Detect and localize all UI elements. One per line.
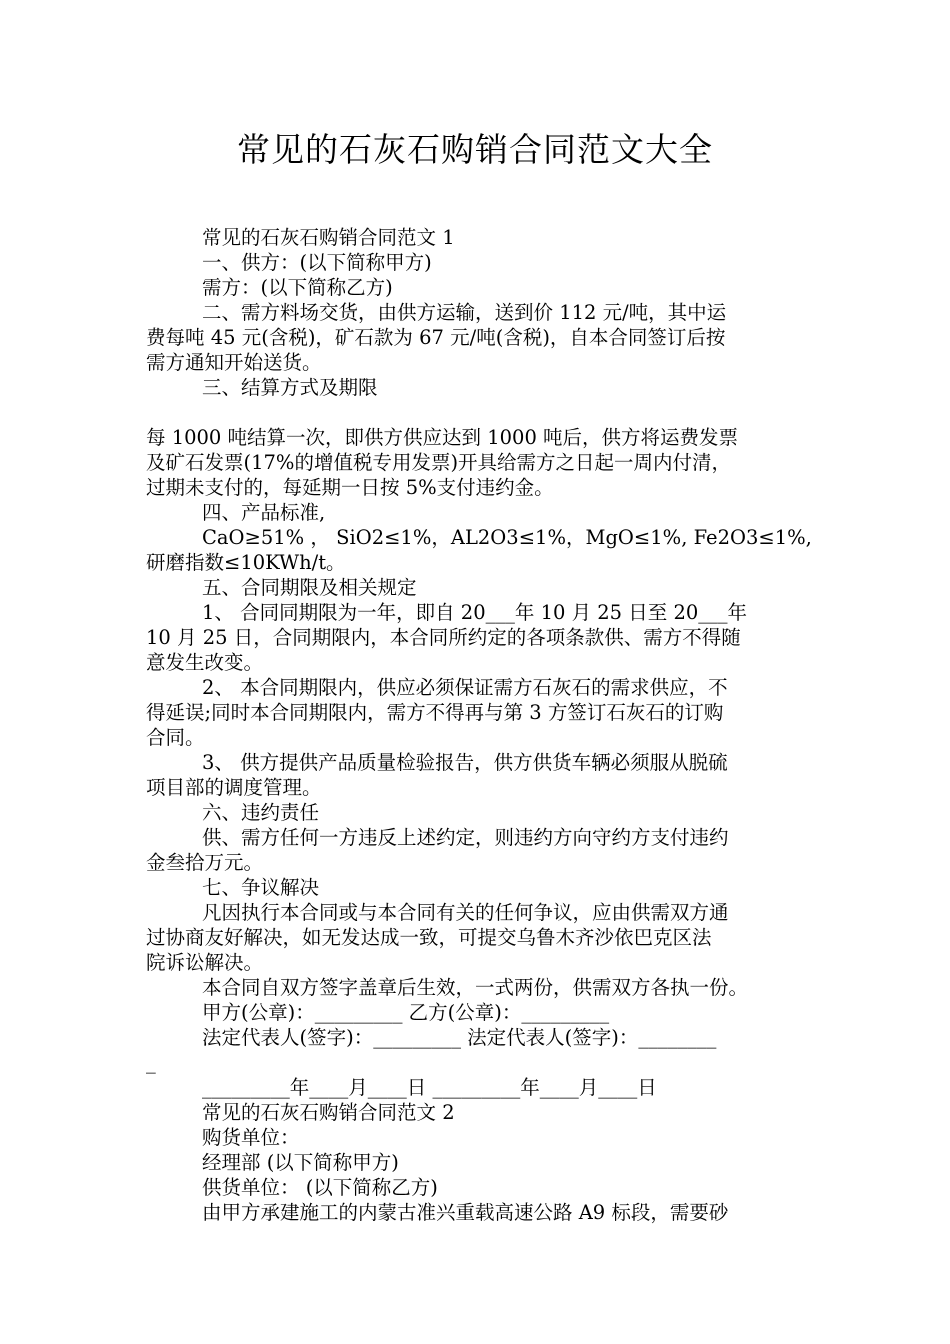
supplier-label: 供货单位： (以下简称乙方) [202, 1176, 438, 1199]
clause-3-heading: 三、结算方式及期限 [202, 376, 378, 399]
effectiveness-clause: 本合同自双方签字盖章后生效，一式两份，供需双方各执一份。 [202, 976, 749, 999]
clause-5-heading: 五、合同期限及相关规定 [202, 576, 417, 599]
intro-line: 由甲方承建施工的内蒙古准兴重载高速公路 A9 标段，需要砂 [202, 1201, 729, 1224]
clause-5-2-line-2: 得延误;同时本合同期限内，需方不得再与第 3 方签订石灰石的订购 [146, 701, 724, 724]
clause-5-2-line-1: 2、 本合同期限内，供应必须保证需方石灰石的需求供应，不 [202, 676, 728, 699]
clause-2-line-1: 二、需方料场交货，由供方运输，送到价 112 元/吨，其中运 [202, 301, 727, 324]
purchaser-label: 购货单位： [202, 1126, 300, 1149]
clause-3-line-2: 及矿石发票(17%的增值税专用发票)开具给需方之日起一周内付清， [146, 451, 732, 474]
clause-4-heading: 四、产品标准, [202, 501, 326, 524]
clause-7-line-2: 过协商友好解决，如无发达成一致，可提交乌鲁木齐沙依巴克区法 [146, 926, 712, 949]
clause-5-2-line-3: 合同。 [146, 726, 205, 749]
clause-buyer: 需方：(以下简称乙方) [202, 276, 393, 299]
signature-line: 法定代表人(签字)：_________ 法定代表人(签字)：________ [202, 1026, 717, 1049]
clause-2-line-3: 需方通知开始送货。 [146, 351, 322, 374]
signature-line-overflow: _ [146, 1051, 156, 1074]
date-line: _________年____月____日 _________年____月____日 [202, 1076, 657, 1099]
clause-4-line-2: 研磨指数≤10KWh/t。 [146, 551, 346, 574]
clause-5-1-line-3: 意发生改变。 [146, 651, 264, 674]
clause-3-line-1: 每 1000 吨结算一次，即供方供应达到 1000 吨后，供方将运费发票 [146, 426, 739, 449]
clause-5-1-line-1: 1、 合同同期限为一年，即自 20___年 10 月 25 日至 20___年 [202, 601, 748, 624]
clause-4-line-1: CaO≥51% ， SiO2≤1%，AL2O3≤1%，MgO≤1%, Fe2O3≤1%, [202, 526, 812, 549]
clause-3-line-3: 过期未支付的，每延期一日按 5%支付违约金。 [146, 476, 554, 499]
seal-line: 甲方(公章)：_________ 乙方(公章)：_________ [202, 1001, 610, 1024]
clause-6-line-2: 金叁拾万元。 [146, 851, 264, 874]
clause-7-heading: 七、争议解决 [202, 876, 320, 899]
section-heading-1: 常见的石灰石购销合同范文 1 [202, 226, 455, 249]
clause-2-line-2: 费每吨 45 元(含税)，矿石款为 67 元/吨(含税)，自本合同签订后按 [146, 326, 726, 349]
clause-supplier: 一、供方：(以下简称甲方) [202, 251, 432, 274]
clause-6-line-1: 供、需方任何一方违反上述约定，则违约方向守约方支付违约 [202, 826, 729, 849]
clause-5-3-line-2: 项目部的调度管理。 [146, 776, 322, 799]
document-title: 常见的石灰石购销合同范文大全 [237, 130, 713, 169]
purchaser-name: 经理部 (以下简称甲方) [202, 1151, 399, 1174]
clause-5-1-line-2: 10 月 25 日，合同期限内，本合同所约定的各项条款供、需方不得随 [146, 626, 741, 649]
clause-7-line-1: 凡因执行本合同或与本合同有关的任何争议，应由供需双方通 [202, 901, 729, 924]
clause-5-3-line-1: 3、 供方提供产品质量检验报告，供方供货车辆必须服从脱硫 [202, 751, 728, 774]
clause-7-line-3: 院诉讼解决。 [146, 951, 264, 974]
clause-6-heading: 六、违约责任 [202, 801, 320, 824]
section-heading-2: 常见的石灰石购销合同范文 2 [202, 1101, 455, 1124]
